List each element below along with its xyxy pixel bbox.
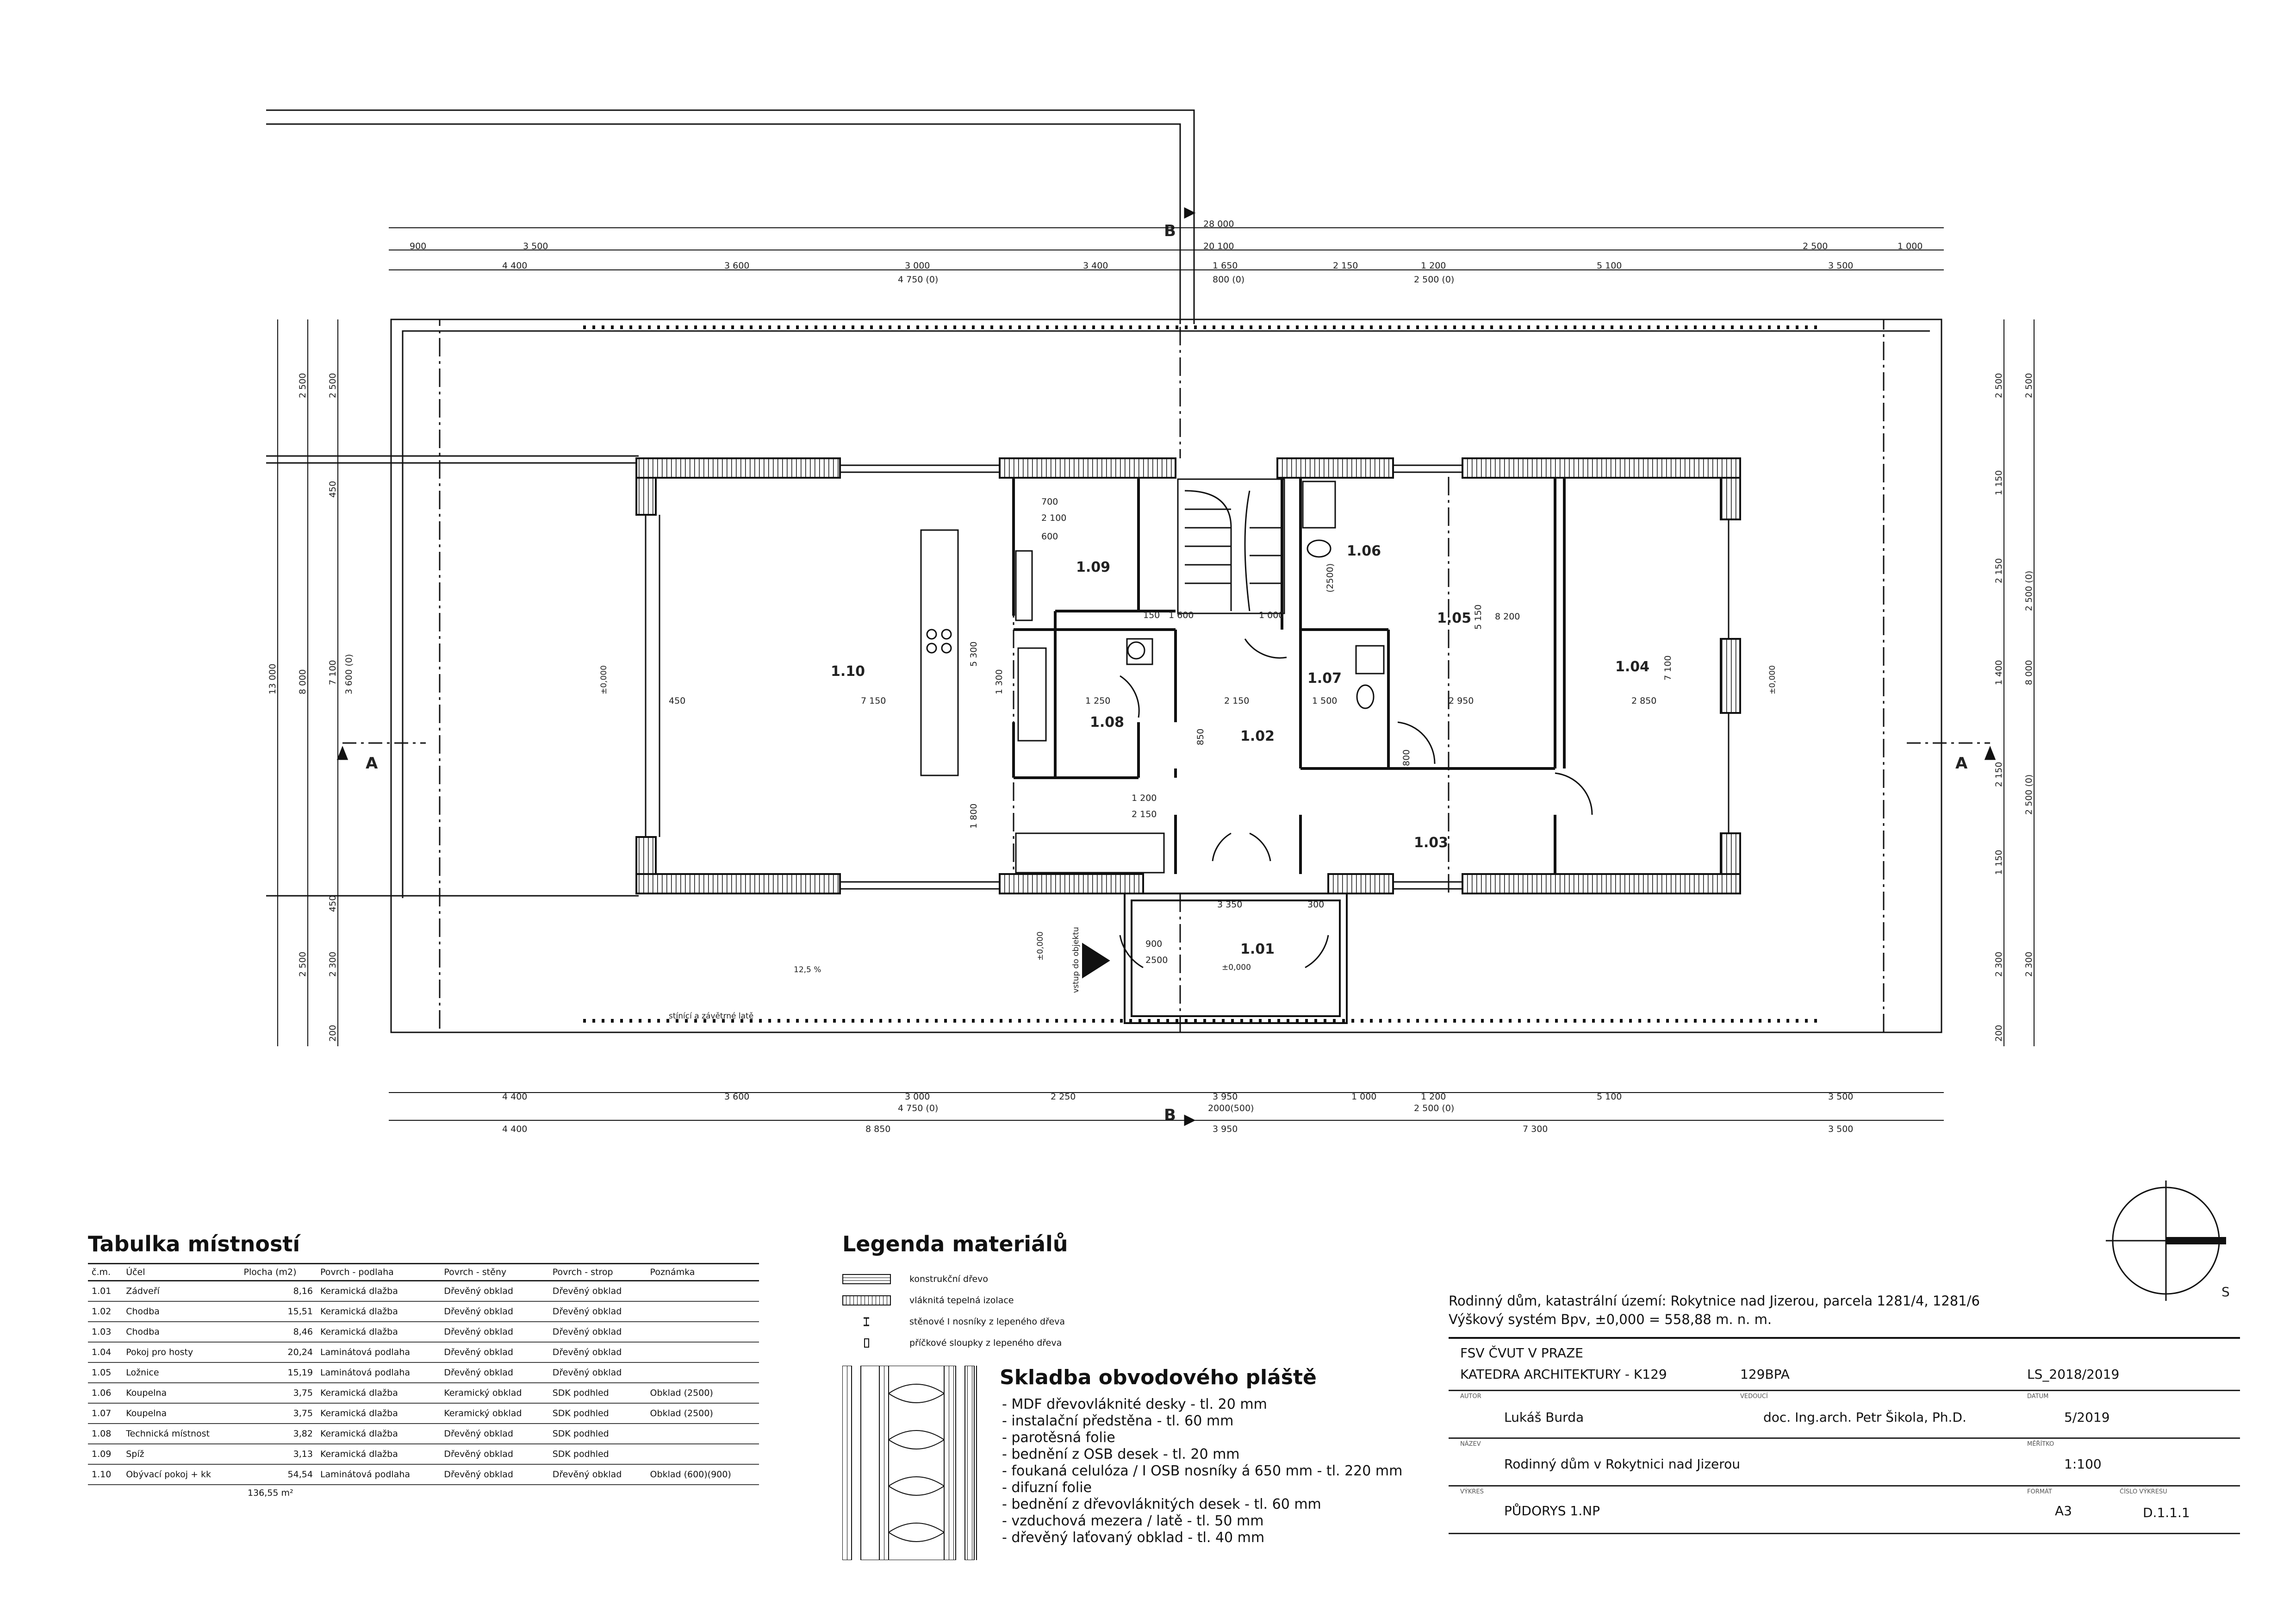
dim-label: 900 (410, 241, 427, 251)
table-cell: 54,54 (240, 1464, 317, 1485)
table-cell: 1.04 (88, 1342, 122, 1362)
table-cell: 1.09 (88, 1444, 122, 1464)
tb-row-name (1449, 1439, 2240, 1487)
table-cell (647, 1281, 759, 1302)
table-cell: Dřevěný obklad (440, 1322, 548, 1342)
rooms-total-area: 136,55 m² (248, 1488, 293, 1498)
legend-label: příčkové sloupky z lepeného dřeva (909, 1338, 1062, 1348)
dim-label: 8 000 (2024, 660, 2034, 685)
table-cell: 1.03 (88, 1322, 122, 1342)
dim-label: 5 100 (1597, 1092, 1622, 1102)
kitchen-counter (1016, 551, 1164, 873)
paper-format: A3 (2055, 1503, 2072, 1518)
rooms-table-grid (88, 1263, 759, 1485)
dim-label: 2 300 (1994, 951, 2004, 977)
room-label: 1.09 (1076, 559, 1111, 575)
project-line: Výškový systém Bpv, ±0,000 = 558,88 m. n. m. (1449, 1312, 1772, 1327)
solid-timber-hatch-icon (842, 1274, 891, 1284)
dim-label: 1 650 (1213, 261, 1238, 271)
level-label: ±0,000 (1036, 931, 1045, 961)
dim-label: 7 100 (1663, 655, 1673, 681)
dim-label: 2 850 (1631, 696, 1657, 706)
table-cell: Dřevěný obklad (440, 1281, 548, 1302)
table-row (88, 1322, 759, 1342)
table-cell: 3,75 (240, 1383, 317, 1403)
dim-label: 3 500 (523, 241, 548, 251)
dim-label: 600 (1041, 531, 1058, 542)
legend-label: konstrukční dřevo (909, 1274, 989, 1284)
kitchen-island (921, 530, 958, 775)
table-cell: 1.07 (88, 1403, 122, 1424)
project-name: Rodinný dům v Rokytnici nad Jizerou (1504, 1456, 1741, 1472)
table-cell: Keramická dlažba (317, 1281, 440, 1302)
room-label: 1.08 (1090, 714, 1125, 731)
table-row (88, 1342, 759, 1362)
dim-label: 800 (0) (1213, 275, 1245, 285)
tb-row-school (1449, 1339, 2240, 1391)
table-cell: Technická místnost (122, 1424, 240, 1444)
wall-layer: - bednění z OSB desek - tl. 20 mm (1002, 1446, 1402, 1463)
column-header: Povrch - strop (549, 1264, 647, 1281)
table-cell: 1.06 (88, 1383, 122, 1403)
dim-label: 2 150 (1994, 558, 2004, 583)
level-label: ±0,000 (1768, 665, 1777, 694)
table-cell: SDK podhled (549, 1383, 647, 1403)
dim-label: 3 400 (1083, 261, 1108, 271)
table-row (88, 1301, 759, 1322)
dim-label: 2 500 (1994, 373, 2004, 398)
room-label: 1.03 (1414, 835, 1449, 851)
dim-label: 7 150 (861, 696, 886, 706)
table-cell: 1.02 (88, 1301, 122, 1322)
column-header: Účel (122, 1264, 240, 1281)
school-name: FSV ČVUT V PRAZE (1460, 1345, 1583, 1361)
dim-label: 8 850 (865, 1124, 891, 1134)
table-cell: Keramická dlažba (317, 1444, 440, 1464)
table-cell: 3,82 (240, 1424, 317, 1444)
dim-label: 7 300 (1523, 1124, 1548, 1134)
wall-layer: - MDF dřevovláknité desky - tl. 20 mm (1002, 1396, 1402, 1413)
table-cell: Dřevěný obklad (440, 1342, 548, 1362)
table-cell: 3,75 (240, 1403, 317, 1424)
dim-label: 300 (1307, 899, 1325, 910)
dim-label: 200 (328, 1024, 338, 1042)
dim-label: 2 500 (298, 951, 308, 977)
dim-label: 1 200 (1421, 1092, 1446, 1102)
dim-label: 2 150 (1224, 696, 1250, 706)
dim-label: 2 500 (298, 373, 308, 398)
wall-layer: - parotěsná folie (1002, 1430, 1402, 1446)
wall-section-detail (842, 1366, 981, 1560)
dim-label: 1 000 (1259, 610, 1284, 620)
table-cell: Dřevěný obklad (549, 1362, 647, 1383)
rooms-table-body (88, 1281, 759, 1485)
entrance-note: vstup do objektu (1071, 927, 1081, 993)
table-cell: 1.10 (88, 1464, 122, 1485)
level-labels (599, 665, 1777, 972)
dim-label: 4 750 (0) (898, 275, 939, 285)
caption: NÁZEV (1460, 1441, 1481, 1448)
dim-label: 3 600 (724, 261, 750, 271)
wall-composition (842, 1366, 1444, 1560)
table-cell: Obývací pokoj + kk (122, 1464, 240, 1485)
dim-label: 2 500 (1803, 241, 1828, 251)
column-header: Povrch - stěny (440, 1264, 548, 1281)
table-cell: Dřevěný obklad (549, 1342, 647, 1362)
section-mark-a: A (1955, 754, 1968, 773)
dim-label: 700 (1041, 497, 1058, 507)
table-cell: Keramická dlažba (317, 1322, 440, 1342)
wall-layer: - vzduchová mezera / latě - tl. 50 mm (1002, 1513, 1402, 1530)
dim-label: 3 000 (905, 261, 930, 271)
dim-label: 2 250 (1051, 1092, 1076, 1102)
dim-label: 2 950 (1449, 696, 1474, 706)
table-cell: Obklad (600)(900) (647, 1464, 759, 1485)
room-label: 1.02 (1240, 728, 1275, 744)
caption: DATUM (2027, 1393, 2049, 1400)
north-arrow-label: S (2221, 1284, 2230, 1299)
section-marks (338, 208, 1995, 1125)
wall-layer-list (1002, 1396, 1402, 1546)
dim-label: 1 300 (994, 669, 1004, 694)
dim-label: 4 400 (502, 1124, 528, 1134)
dim-label: 28 000 (1203, 219, 1234, 229)
i-beam-icon (842, 1317, 891, 1327)
dim-label: 3 000 (905, 1092, 930, 1102)
semester: LS_2018/2019 (2027, 1367, 2120, 1382)
column-header: Povrch - podlaha (317, 1264, 440, 1281)
dim-label: 1 200 (1132, 793, 1157, 803)
dim-label: 3 500 (1828, 1092, 1854, 1102)
plan-notes (669, 927, 1081, 1021)
caption: AUTOR (1460, 1393, 1481, 1400)
dim-label: 3 600 (0) (344, 654, 354, 694)
table-cell: Keramická dlažba (317, 1424, 440, 1444)
drawing-number: D.1.1.1 (2143, 1505, 2190, 1520)
interior-partitions (1014, 478, 1564, 874)
table-cell (647, 1322, 759, 1342)
tb-row-author (1449, 1391, 2240, 1439)
legend-title: Legenda materiálů (842, 1231, 1068, 1256)
table-row (88, 1281, 759, 1302)
table-cell: Chodba (122, 1322, 240, 1342)
table-cell: Dřevěný obklad (440, 1424, 548, 1444)
dim-label: 450 (669, 696, 686, 706)
dim-label: 1 200 (1421, 261, 1446, 271)
staircase (1178, 479, 1284, 613)
dim-label: (2500) (1325, 563, 1335, 593)
right-dimensions (1994, 373, 2034, 1042)
table-cell: 8,16 (240, 1281, 317, 1302)
dim-label: 2 150 (1994, 762, 2004, 787)
table-cell: Dřevěný obklad (549, 1464, 647, 1485)
dim-label: 2 500 (0) (2024, 774, 2034, 815)
table-cell: Dřevěný obklad (549, 1322, 647, 1342)
author-name: Lukáš Burda (1504, 1410, 1584, 1425)
wall-composition-title: Skladba obvodového pláště (1000, 1366, 1317, 1389)
window-lines (646, 465, 1729, 889)
legend-label: vláknitá tepelná izolace (909, 1295, 1014, 1305)
supervisor-name: doc. Ing.arch. Petr Šikola, Ph.D. (1763, 1410, 1966, 1425)
table-row (88, 1444, 759, 1464)
caption: FORMÁT (2027, 1488, 2052, 1495)
dim-label: 850 (1195, 728, 1206, 745)
caption: VÝKRES (1460, 1488, 1484, 1495)
dim-label: 2 100 (1041, 513, 1067, 523)
title-block (1449, 1292, 2245, 1555)
dim-label: 2 500 (0) (1414, 275, 1455, 285)
wall-layer: - dřevěný laťovaný obklad - tl. 40 mm (1002, 1530, 1402, 1546)
scale: 1:100 (2064, 1456, 2102, 1472)
room-label: 1.01 (1240, 941, 1275, 957)
dim-label: 1 250 (1085, 696, 1111, 706)
wall-layer: - bednění z dřevovláknitých desek - tl. 60 mm (1002, 1496, 1402, 1513)
dim-label: 20 100 (1203, 241, 1234, 251)
dim-label: 8 000 (298, 669, 308, 694)
table-cell: Obklad (2500) (647, 1383, 759, 1403)
room-label: 1.05 (1437, 610, 1472, 626)
room-label: 1.07 (1307, 670, 1342, 687)
drawing-name: PŮDORYS 1.NP (1504, 1503, 1600, 1518)
section-mark-a: A (366, 754, 378, 773)
dim-label: 2 150 (1132, 809, 1157, 819)
table-cell: Dřevěný obklad (549, 1301, 647, 1322)
level-label: ±0,000 (1222, 963, 1251, 972)
dim-label: 3 350 (1217, 899, 1243, 910)
table-row (88, 1383, 759, 1403)
legend-item (842, 1290, 1375, 1311)
dim-label: 13 000 (268, 663, 278, 694)
room-label: 1.06 (1347, 543, 1381, 559)
dim-label: 2 300 (2024, 951, 2034, 977)
slope-note: 12,5 % (794, 965, 821, 974)
dim-label: 1 600 (1169, 610, 1194, 620)
dim-label: 1 150 (1994, 849, 2004, 875)
column-header: Poznámka (647, 1264, 759, 1281)
project-description (1449, 1292, 2245, 1329)
table-cell: Keramická dlažba (317, 1403, 440, 1424)
table-cell: 20,24 (240, 1342, 317, 1362)
site-boundary-lines (266, 110, 1194, 324)
rooms-table (88, 1231, 759, 1498)
dim-label: 2 500 (2024, 373, 2034, 398)
room-label: 1.10 (831, 663, 865, 680)
table-cell: Spíž (122, 1444, 240, 1464)
dim-label: 3 500 (1828, 261, 1854, 271)
dim-label: 5 300 (969, 641, 979, 667)
dim-label: 2000(500) (1208, 1103, 1254, 1113)
department-name: KATEDRA ARCHITEKTURY - K129 (1460, 1367, 1667, 1382)
table-cell (647, 1362, 759, 1383)
entrance-vestibule (1083, 893, 1347, 1023)
table-cell: Laminátová podlaha (317, 1464, 440, 1485)
table-cell: Ložnice (122, 1362, 240, 1383)
table-cell: Dřevěný obklad (549, 1281, 647, 1302)
tb-row-drawing (1449, 1487, 2240, 1534)
wall-layer: - foukaná celulóza / I OSB nosníky á 650 mm - tl. 220 mm (1002, 1463, 1402, 1480)
table-cell: Dřevěný obklad (440, 1464, 548, 1485)
table-cell: Dřevěný obklad (440, 1301, 548, 1322)
dim-label: 1 000 (1351, 1092, 1377, 1102)
table-cell: Chodba (122, 1301, 240, 1322)
table-cell (647, 1342, 759, 1362)
exterior-walls (636, 458, 1740, 893)
dim-label: 1 500 (1312, 696, 1338, 706)
table-cell: Koupelna (122, 1403, 240, 1424)
dim-label: 7 100 (328, 660, 338, 685)
table-cell: Keramická dlažba (317, 1383, 440, 1403)
dim-label: 2 500 (0) (2024, 570, 2034, 611)
legend-item (842, 1268, 1375, 1290)
table-cell: 1.01 (88, 1281, 122, 1302)
table-cell: 15,51 (240, 1301, 317, 1322)
section-mark-b: B (1164, 1106, 1176, 1124)
table-cell (647, 1424, 759, 1444)
table-cell: Keramická dlažba (317, 1301, 440, 1322)
dim-label: 4 400 (502, 261, 528, 271)
table-row (88, 1362, 759, 1383)
table-cell: Dřevěný obklad (440, 1362, 548, 1383)
fiber-insulation-hatch-icon (842, 1295, 891, 1305)
caption: MĚŘÍTKO (2027, 1441, 2054, 1448)
project-line: Rodinný dům, katastrální území: Rokytnice nad Jizerou, parcela 1281/4, 1281/6 (1449, 1293, 1980, 1309)
batten-note: stínící a závětrné latě (669, 1012, 754, 1021)
date: 5/2019 (2064, 1410, 2110, 1425)
table-cell: Pokoj pro hosty (122, 1342, 240, 1362)
dim-label: 3 500 (1828, 1124, 1854, 1134)
level-label: ±0,000 (599, 665, 609, 694)
dim-label: 4 750 (0) (898, 1103, 939, 1113)
bottom-dimensions (502, 1092, 1853, 1134)
door-swings (1120, 639, 1592, 968)
dim-label: 200 (1994, 1024, 2004, 1042)
table-cell: SDK podhled (549, 1444, 647, 1464)
dim-label: 450 (328, 895, 338, 912)
table-cell: Laminátová podlaha (317, 1362, 440, 1383)
wall-layer: - instalační předstěna - tl. 60 mm (1002, 1413, 1402, 1430)
dim-label: 3 600 (724, 1092, 750, 1102)
bathroom-fixtures (1127, 481, 1384, 708)
legend-item (842, 1332, 1375, 1354)
table-cell: 3,13 (240, 1444, 317, 1464)
caption: VEDOUCÍ (1740, 1393, 1768, 1400)
wall-layer: - difuzní folie (1002, 1480, 1402, 1496)
materials-legend (842, 1231, 1375, 1354)
dim-label: 3 950 (1213, 1124, 1238, 1134)
stud-icon (842, 1338, 891, 1348)
table-row (88, 1424, 759, 1444)
table-cell: 8,46 (240, 1322, 317, 1342)
table-cell (647, 1301, 759, 1322)
dim-label: 4 400 (502, 1092, 528, 1102)
dim-label: 1 400 (1994, 660, 2004, 685)
column-header: Plocha (m2) (240, 1264, 317, 1281)
dim-label: 1 800 (969, 803, 979, 829)
course-code: 129BPA (1740, 1367, 1790, 1382)
table-cell: Keramický obklad (440, 1383, 548, 1403)
table-cell: Keramický obklad (440, 1403, 548, 1424)
dim-label: 3 950 (1213, 1092, 1238, 1102)
table-cell: Obklad (2500) (647, 1403, 759, 1424)
table-cell: 1.05 (88, 1362, 122, 1383)
dim-label: 2 500 (0) (1414, 1103, 1455, 1113)
room-label: 1.04 (1615, 659, 1650, 675)
caption: ČÍSLO VÝKRESU (2120, 1488, 2167, 1495)
dim-label: 900 (1145, 939, 1163, 949)
dim-label: 2 150 (1333, 261, 1358, 271)
legend-item (842, 1311, 1375, 1332)
table-cell: SDK podhled (549, 1403, 647, 1424)
dim-label: 1 150 (1994, 470, 2004, 495)
table-cell: 15,19 (240, 1362, 317, 1383)
dim-label: 2 300 (328, 951, 338, 977)
dim-label: 5 100 (1597, 261, 1622, 271)
dim-label: 800 (1401, 749, 1412, 766)
title-block-grid (1449, 1337, 2240, 1534)
table-cell: Zádveří (122, 1281, 240, 1302)
table-cell: Koupelna (122, 1383, 240, 1403)
table-cell: 1.08 (88, 1424, 122, 1444)
legend-label: stěnové I nosníky z lepeného dřeva (909, 1317, 1065, 1327)
dim-label: 2 500 (328, 373, 338, 398)
dim-label: 8 200 (1495, 612, 1520, 622)
interior-dimensions (669, 497, 1673, 965)
table-row (88, 1464, 759, 1485)
table-row (88, 1403, 759, 1424)
roof-outline (266, 319, 1941, 1032)
section-mark-b: B (1164, 222, 1176, 240)
dim-label: 150 (1143, 610, 1160, 620)
dim-label: 450 (328, 481, 338, 498)
dim-label: 2500 (1145, 955, 1168, 965)
rooms-table-header-row (88, 1264, 759, 1281)
table-cell: Laminátová podlaha (317, 1342, 440, 1362)
dim-label: 1 000 (1898, 241, 1923, 251)
dim-label: 5 150 (1473, 604, 1483, 630)
table-cell: SDK podhled (549, 1424, 647, 1444)
left-dimensions (268, 373, 354, 1042)
room-labels (831, 543, 1649, 957)
column-header: č.m. (88, 1264, 122, 1281)
north-arrow-icon (2106, 1181, 2235, 1310)
table-cell: Dřevěný obklad (440, 1444, 548, 1464)
table-cell (647, 1444, 759, 1464)
rooms-table-title: Tabulka místností (88, 1231, 300, 1256)
